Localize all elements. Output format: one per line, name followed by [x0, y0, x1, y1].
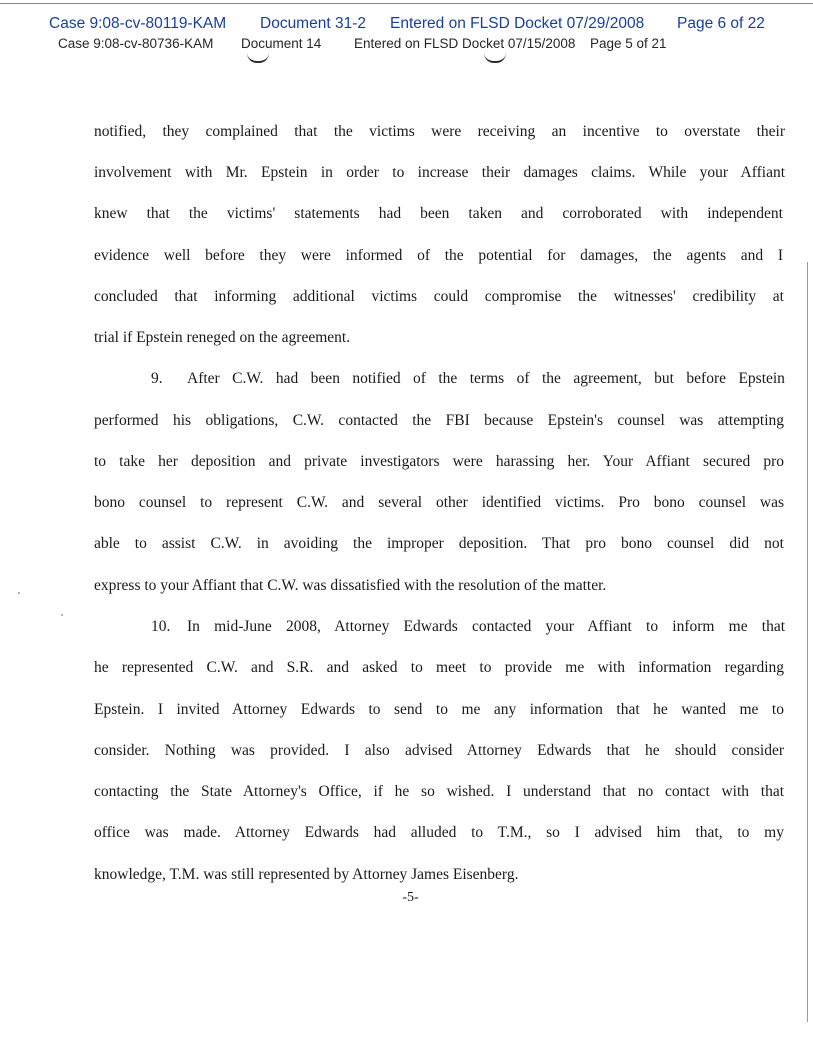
text-line: he represented C.W. and S.R. and asked to meet to provide me with information regarding	[94, 659, 785, 676]
text-line: bono counsel to represent C.W. and several other identified victims. Pro bono counsel was	[94, 494, 785, 511]
text-line: contacting the State Attorney's Office, if he so wished. I understand that no contact with that	[94, 783, 785, 800]
page-number: -5-	[402, 890, 419, 905]
text-line: Epstein. I invited Attorney Edwards to send to me any information that he wanted me to	[94, 701, 784, 718]
staple-mark	[247, 53, 269, 63]
header-document-number: Document 31-2	[260, 15, 366, 32]
text-line: In mid-June 2008, Attorney Edwards contacted your Affiant to inform me that	[187, 618, 786, 635]
text-line: evidence well before they were informed of the potential for damages, the agents and I	[94, 247, 784, 264]
header-page-count: Page 6 of 22	[677, 15, 765, 32]
header-page-count: Page 5 of 21	[590, 36, 667, 51]
text-line: knowledge, T.M. was still represented by Attorney James Eisenberg.	[94, 866, 519, 883]
text-line: able to assist C.W. in avoiding the improper deposition. That pro bono counsel did not	[94, 535, 784, 552]
text-line: express to your Affiant that C.W. was dissatisfied with the resolution of the matter.	[94, 577, 607, 594]
text-line: to take her deposition and private investigators were harassing her. Your Affiant secured pro	[94, 453, 785, 470]
text-line: knew that the victims' statements had been taken and corroborated with independent	[94, 205, 783, 222]
scan-speck	[61, 614, 63, 616]
header-case-number: Case 9:08-cv-80736-KAM	[58, 36, 214, 51]
text-line: concluded that informing additional victims could compromise the witnesses' credibility at	[94, 288, 784, 305]
header-entered-date: Entered on FLSD Docket 07/29/2008	[390, 15, 645, 32]
docket-header-secondary	[0, 36, 813, 54]
scan-edge-line	[807, 262, 808, 1022]
text-line: involvement with Mr. Epstein in order to increase their damages claims. While your Affiant	[94, 164, 786, 181]
text-line: trial if Epstein reneged on the agreement.	[94, 329, 351, 346]
text-line: notified, they complained that the victims were receiving an incentive to overstate their	[94, 123, 786, 140]
docket-header-primary	[0, 15, 813, 35]
text-line: After C.W. had been notified of the terms of the agreement, but before Epstein	[187, 370, 785, 387]
text-line: office was made. Attorney Edwards had alluded to T.M., so I advised him that, to my	[94, 824, 784, 841]
header-case-number: Case 9:08-cv-80119-KAM	[49, 15, 227, 32]
paragraph-number: 9.	[151, 370, 163, 387]
text-line: performed his obligations, C.W. contacted the FBI because Epstein's counsel was attempting	[94, 412, 785, 429]
text-line: consider. Nothing was provided. I also advised Attorney Edwards that he should consider	[94, 742, 785, 759]
header-entered-date: Entered on FLSD Docket 07/15/2008	[354, 36, 576, 51]
staple-mark	[484, 53, 506, 63]
header-document-number: Document 14	[241, 36, 322, 51]
top-scan-rule	[0, 3, 813, 4]
paragraph-number: 10.	[151, 618, 171, 635]
scan-speck	[18, 592, 20, 594]
